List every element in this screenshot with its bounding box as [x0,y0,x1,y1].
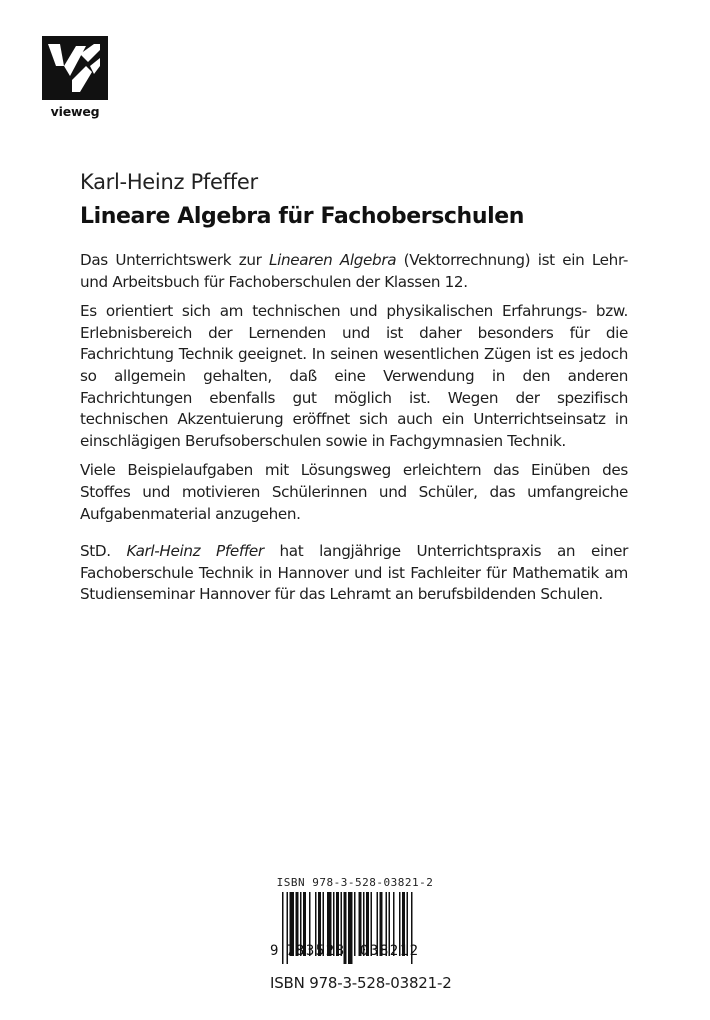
paragraph-author-bio: StD. Karl-Heinz Pfeffer hat langjährige Unterrichtspraxis an einer Fachoberschule Technik in Hannover und ist Fachleiter für Mathematik am Studienseminar Hannover für das Lehramt an berufsbildenden Schulen. [80,542,628,604]
isbn-bottom-label: ISBN 978-3-528-03821-2 [270,974,452,992]
isbn-top-label: ISBN 978-3-528-03821-2 [276,876,434,889]
blurb [80,250,628,614]
author-name: Karl-Heinz Pfeffer [80,170,258,194]
emphasis-subject: Linearen Algebra [268,251,397,269]
vieweg-logo-icon [42,36,108,100]
book-title: Lineare Algebra für Fachoberschulen [80,204,525,229]
paragraph-audience: Es orientiert sich am technischen und physikalischen Erfahrungs- bzw. Erlebnisbereich der Lernenden und ist daher besonders für die Fachrichtung Technik geeignet. In seinen wesentlichen Zügen ist es jedoch so allgemein gehalten, daß eine Verwendung in den anderen Fachrichtungen ebenfalls gut möglich ist. Wegen der spezifisch technischen Akzentuierung eröffnet sich auch ein Unterrichtseinsatz in einschlägigen Berufsoberschulen sowie in Fachgymnasien Technik. [80,302,628,450]
digit-first: 9 [270,943,279,959]
emphasis-author: Karl-Heinz Pfeffer [126,542,264,561]
paragraph-intro: Das Unterrichtswerk zur Linearen Algebra (Vektorrechnung) ist ein Lehr- und Arbeitsbuch für Fachoberschulen der Klassen 12. [80,251,629,291]
publisher-logo [42,36,108,120]
digits-right: 038212 [360,943,420,959]
publisher-name: vieweg [50,104,100,119]
paragraph-exercises: Viele Beispielaufgaben mit Lösungsweg erleichtern das Einüben des Stoffes und motivieren Schülerinnen und Schüler, das umfangreiche Aufgabenmaterial anzugehen. [80,461,628,523]
digits-left: 783528 [286,943,346,959]
barcode [270,876,440,964]
